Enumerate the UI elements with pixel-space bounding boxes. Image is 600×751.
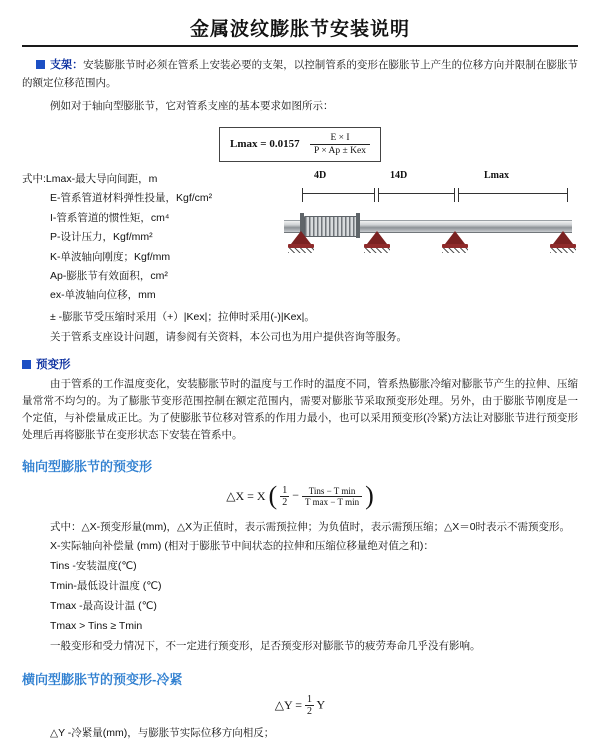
- section1-paragraph1: [22, 57, 578, 92]
- blue-square-bullet-icon-2: [22, 360, 31, 369]
- lmax-formula-wrapper: [22, 121, 578, 166]
- axial-formula-minus: −: [292, 487, 299, 502]
- axial-note-3: Tmin-最低设计温度 (℃): [50, 579, 162, 592]
- diagram-label-4d: 4D: [314, 169, 327, 181]
- axial-formula-half-den: 2: [282, 496, 288, 508]
- document-page: [0, 14, 600, 751]
- section1-para2-text: 例如对于轴向型膨胀节，它对管系支座的基本要求如图所示：: [50, 99, 334, 112]
- pipe-support-diagram: [278, 170, 578, 266]
- lateral-formula-lhs: △Y =: [274, 697, 302, 712]
- lmax-formula-fraction: [310, 133, 370, 156]
- def-4: K-单波轴向刚度；Kgf/mm: [50, 250, 171, 263]
- lateral-note: △Y -冷紧量(mm)，与膨胀节实际位移方向相反；: [50, 726, 275, 739]
- axial-notes: [22, 519, 578, 656]
- diagram-dimension-lines: [278, 186, 578, 200]
- section2-para1-text: 由于管系的工作温度变化，安装膨胀节时的温度与工作时的温度不同，管系热膨胀冷缩对膨胀节产生的拉伸、压缩量常常不均匀的。为了膨胀节变形范围控制在额定范围内，需要对膨胀节采取预变形处理。另外，由于膨胀节刚度是一个定值，与补偿量成正比。为了使膨胀节位移对管系的作用力最小，也可以采用预变形(冷紧)方法让对膨胀节进行预变形处理后再将膨胀节在变形状态下安装在管系中。: [22, 378, 578, 442]
- def-1: E-管系管道材料弹性投量，Kgf/cm²: [50, 192, 213, 205]
- def-5: Ap-膨胀节有效面积，cm²: [50, 269, 168, 282]
- diagram-label-14d: 14D: [390, 169, 408, 181]
- diagram-label-lmax: Lmax: [484, 169, 509, 181]
- document-body: [0, 57, 600, 743]
- title-divider: [22, 45, 578, 47]
- support-2: [364, 231, 390, 253]
- def-7: ± -膨胀节受压缩时采用（+）|Kex|；拉伸时采用(-)|Kex|。: [50, 310, 315, 323]
- section2-heading-row: [22, 356, 578, 372]
- lateral-formula-rhs: Y: [316, 696, 326, 711]
- def-6: ex-单波轴向位移，mm: [50, 289, 156, 302]
- axial-formula-temp-fraction: [302, 486, 362, 507]
- page-title: 金属波纹膨胀节安装说明: [189, 19, 410, 40]
- lmax-formula-denominator: P × Ap ± Kex: [314, 145, 366, 156]
- axial-formula-temp-num: Tins − T min: [302, 486, 362, 497]
- axial-predeformation-formula: [22, 481, 578, 511]
- pipe-assembly: [278, 204, 578, 264]
- section1-heading: 支架：: [50, 59, 84, 71]
- axial-formula-close-paren: ): [365, 481, 374, 511]
- blue-square-bullet-icon: [36, 60, 45, 69]
- axial-note-2: Tins -安装温度(℃): [50, 559, 137, 572]
- def-0: 式中:Lmax-最大导向间距，m: [22, 172, 158, 185]
- section1-paragraph3: [22, 329, 578, 346]
- lmax-formula-lhs: Lmax = 0.0157: [230, 138, 300, 151]
- subsection-axial-title: 轴向型膨胀节的预变形: [22, 459, 153, 475]
- section2-paragraph1: [22, 376, 578, 444]
- section1-heading-body: 安装膨胀节时必须在管系上安装必要的支架，以控制管系的变形在膨胀节上产生的位移方向并限制在膨胀节的额定位移范围内。: [22, 59, 579, 89]
- def-2: I-管系管道的惯性矩，cm⁴: [50, 211, 170, 224]
- axial-note-1: X-实际轴向补偿量 (mm) (相对于膨胀节中间状态的拉伸和压缩位移量绝对值之和)：: [50, 540, 434, 553]
- axial-formula-half-num: 1: [282, 484, 288, 496]
- section1-para3-text: 关于管系支座设计问题，请参阅有关资料，本公司也为用户提供咨询等服务。: [50, 331, 407, 344]
- support-4: [550, 231, 576, 253]
- axial-formula-open-paren: (: [268, 481, 278, 511]
- def-3: P-设计压力，Kgf/mm²: [50, 231, 153, 244]
- symbol-definition-last: [22, 308, 578, 327]
- section2-heading: 预变形: [36, 359, 71, 372]
- axial-formula-half: [280, 485, 289, 508]
- lateral-formula-half-den: 2: [306, 705, 312, 717]
- subsection-lateral-title: 横向型膨胀节的预变形-冷紧: [22, 671, 183, 687]
- lateral-coldspring-formula: [22, 694, 578, 717]
- axial-formula-temp-den: T max − T min: [305, 496, 360, 507]
- lateral-formula-half: [305, 694, 314, 717]
- axial-formula-lhs: △X = X: [226, 488, 266, 503]
- axial-note-4: Tmax -最高设计温 (℃): [50, 599, 157, 612]
- section1-paragraph2: [22, 98, 578, 115]
- support-1: [288, 231, 314, 253]
- symbol-definitions: [22, 170, 272, 306]
- lmax-formula-numerator: E × I: [310, 133, 370, 145]
- axial-note-5: Tmax > Tins ≥ Tmin: [50, 619, 143, 632]
- support-3: [442, 231, 468, 253]
- axial-note-6: 一般变形和受力情况下，不一定进行预变形，足否预变形对膨胀节的疲劳寿命几乎没有影响。: [50, 639, 481, 652]
- flange-right: [356, 213, 360, 238]
- axial-note-0: 式中：△X-预变形量(mm)，△X为正值时，表示需预拉伸；为负值时，表示需预压缩；△X＝0时表示不需预变形。: [50, 521, 571, 534]
- diagram-dimension-labels: [278, 170, 578, 186]
- lmax-formula-box: [219, 127, 381, 162]
- lateral-formula-half-num: 1: [306, 693, 312, 705]
